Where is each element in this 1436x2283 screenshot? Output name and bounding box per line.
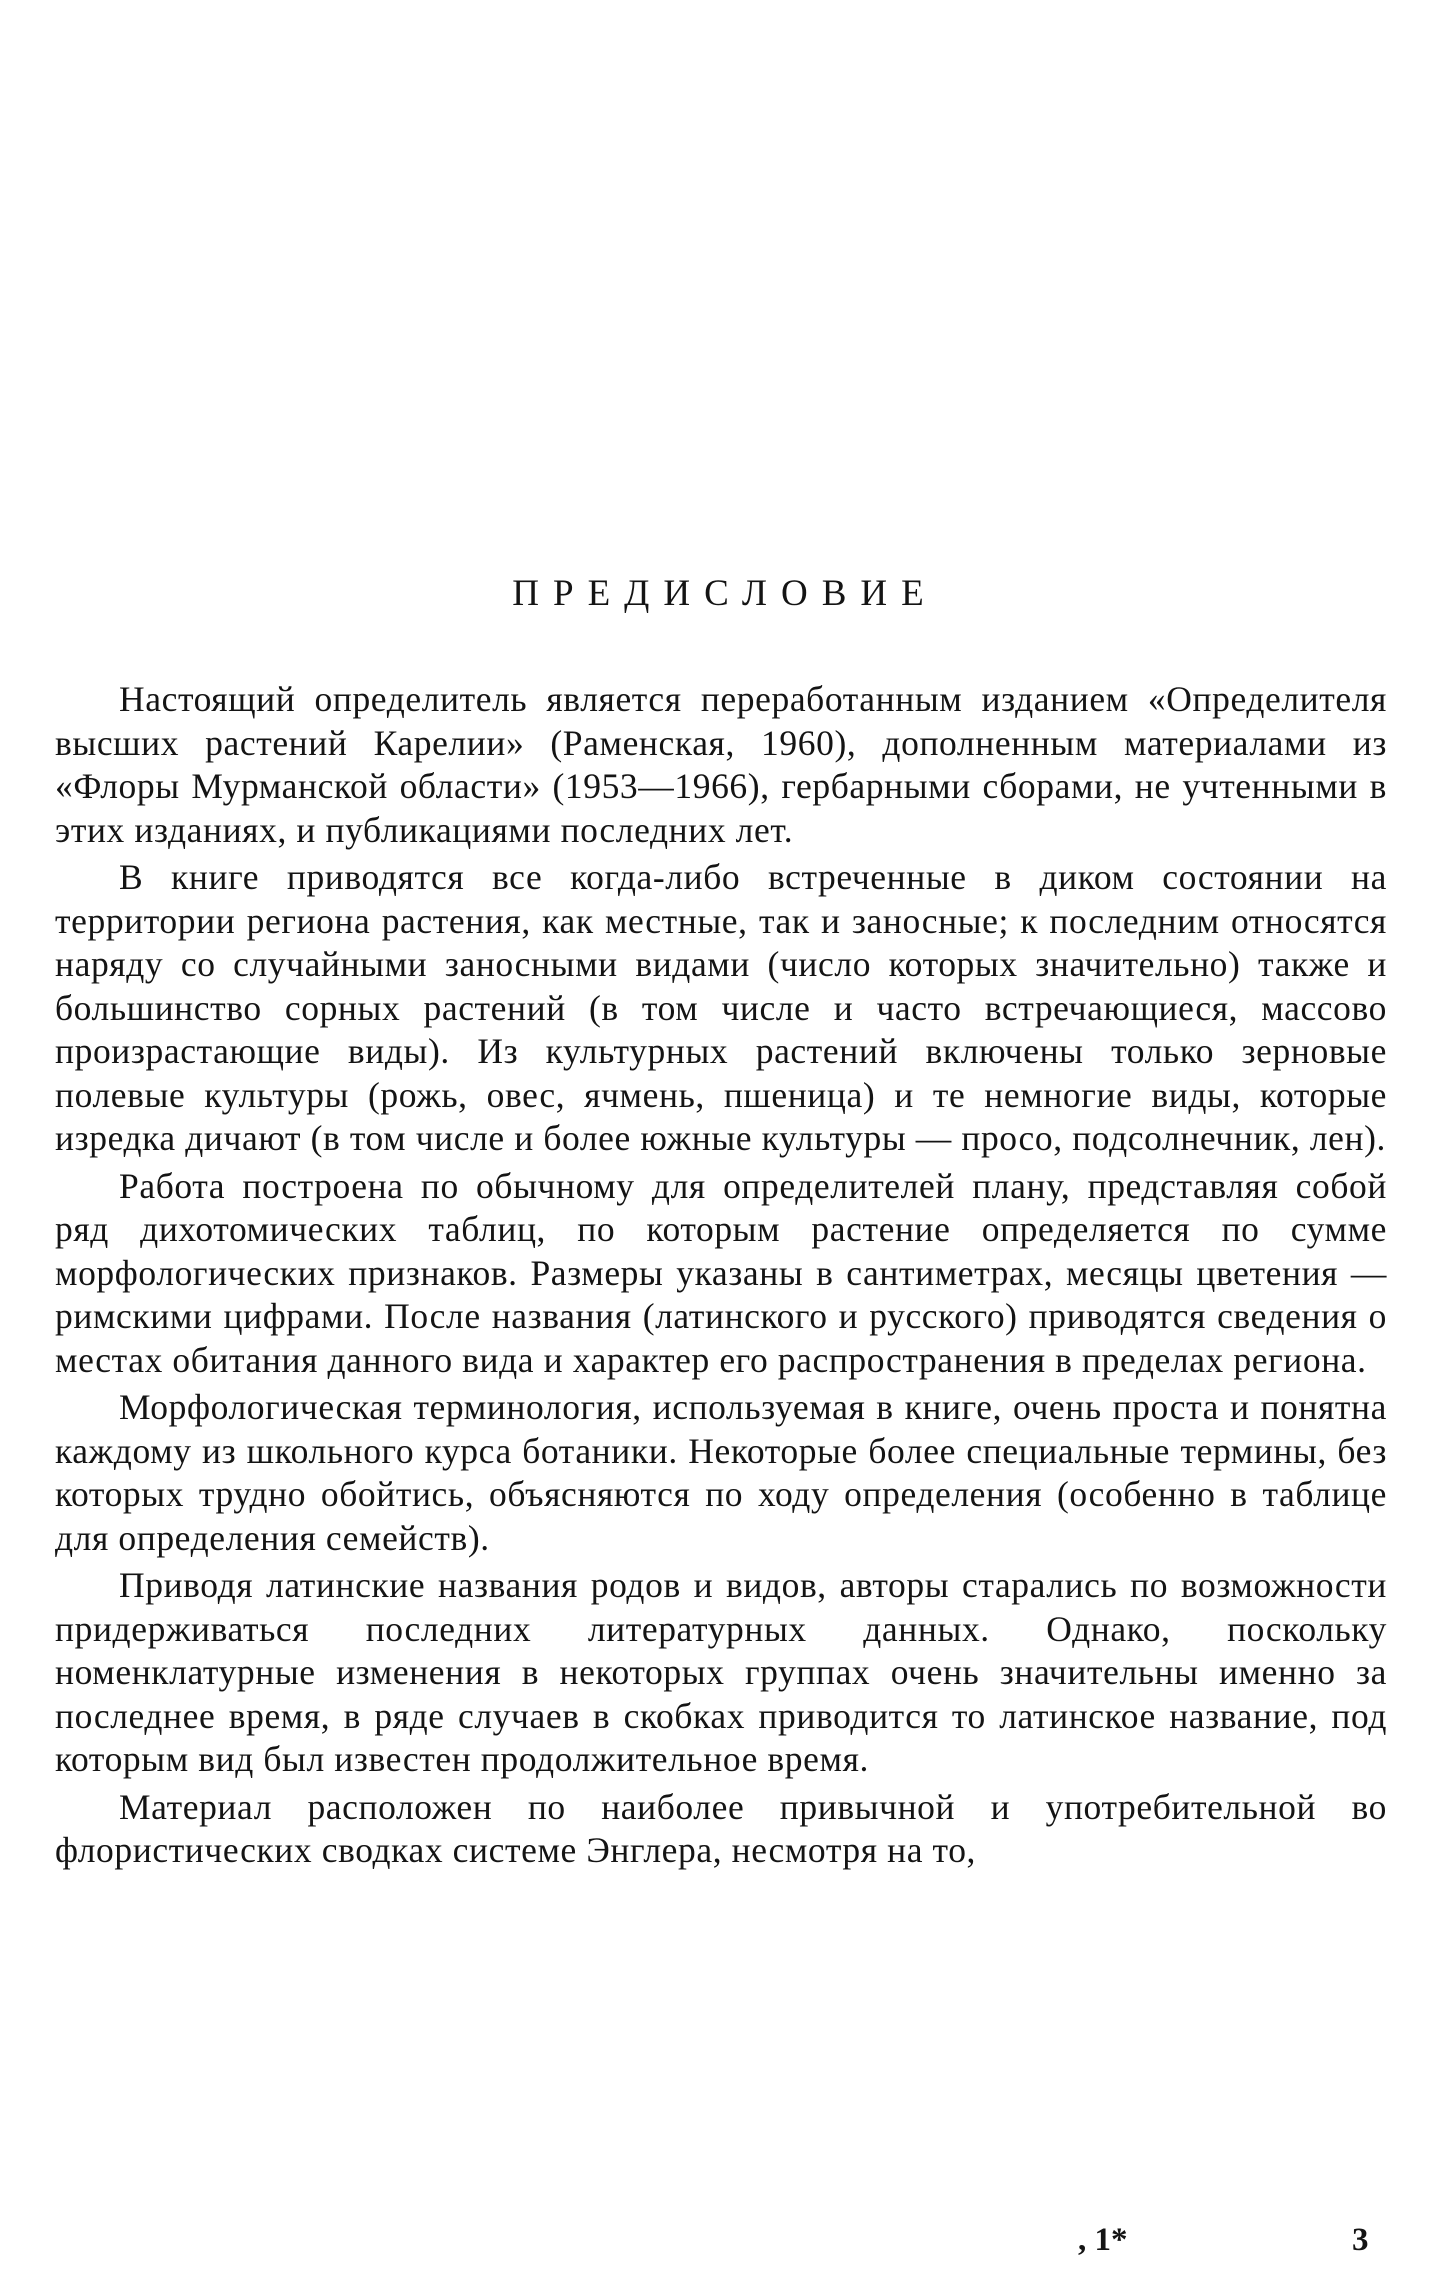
paragraph: Материал расположен по наиболее привычной и употребительной во флористических сводках системе Энглера, несмотря на то, [55, 1786, 1387, 1870]
page-number: 3 [1352, 2222, 1369, 2258]
preface-text [55, 678, 1387, 1873]
paragraph: Приводя латинские названия родов и видов, авторы старались по возможности придерживаться последних литературных данных. Однако, поскольку номенклатурные изменения в некоторых группах очень значительны именно за последнее время, в ряде случаев в скобках приводится то латинское название, под которым вид был известен продолжительное время. [55, 1565, 1387, 1779]
paragraph: Работа построена по обычному для определителей плану, представляя собой ряд дихотомических таблиц, по которым растение определяется по сумме морфологических признаков. Размеры указаны в сантиметрах, месяцы цветения — римскими цифрами. После названия (латинского и русского) приводятся сведения о местах обитания данного вида и характер его распространения в пределах региона. [55, 1165, 1387, 1380]
paragraph: В книге приводятся все когда-либо встреченные в диком состоянии на территории региона растения, как местные, так и заносные; к последним относятся наряду со случайными заносными видами (число которых значительно) также и большинство сорных растений (в том числе и часто встречающиеся, массово произрастающие виды). Из культурных растений включены только зерновые полевые культуры (рожь, овес, ячмень, пшеница) и те немногие виды, которые изредка дичают (в том числе и более южные культуры — просо, подсолнечник, лен). [55, 857, 1387, 1158]
page-title: ПРЕДИСЛОВИЕ [512, 573, 938, 614]
paragraph: Морфологическая терминология, используемая в книге, очень проста и понятна каждому из школьного курса ботаники. Некоторые более специальные термины, без которых трудно обойтись, объясняются по ходу определения (особенно в таблице для определения семейств). [55, 1387, 1387, 1558]
paragraph: Настоящий определитель является переработанным изданием «Определителя высших растений Карелии» (Раменская, 1960), дополненным материалами из «Флоры Мурманской области» (1953—1966), гербарными сборами, не учтенными в этих изданиях, и публикациями последних лет. [55, 679, 1387, 850]
signature-mark: , 1* [1078, 2222, 1128, 2258]
page-footer [0, 2222, 1436, 2266]
